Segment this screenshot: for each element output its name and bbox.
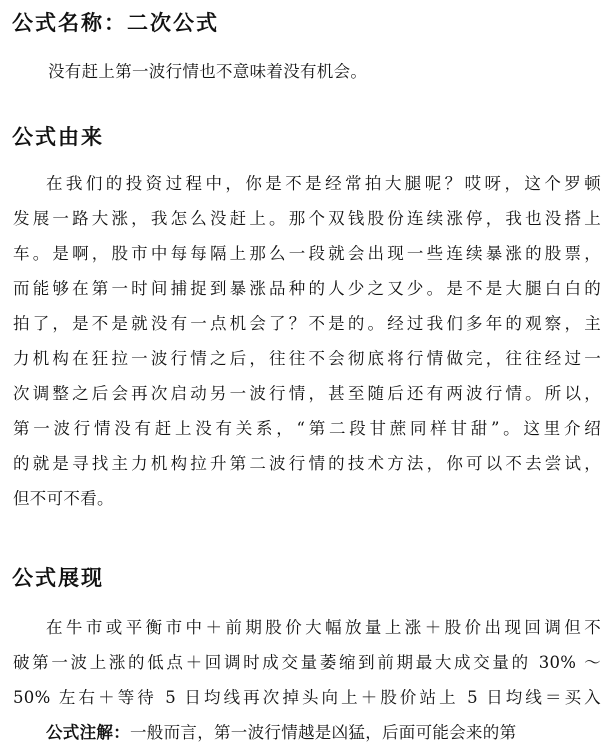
formula-display-heading: 公式展现 bbox=[12, 566, 104, 590]
origin-line: 第一波行情没有赶上没有关系，“第二段甘蔗同样甘甜”。这里介绍 bbox=[13, 419, 601, 438]
origin-line: 力机构在狂拉一波行情之后，往往不会彻底将行情做完，往往经过一 bbox=[13, 349, 601, 368]
formula-name-heading: 公式名称：二次公式 bbox=[12, 11, 219, 35]
display-line: 在牛市或平衡市中＋前期股价大幅放量上涨＋股价出现回调但不 bbox=[46, 618, 601, 637]
origin-line: 拍了，是不是就没有一点机会了？不是的。经过我们多年的观察，主 bbox=[13, 314, 601, 333]
origin-line: 但不可不看。 bbox=[13, 489, 114, 508]
origin-line: 的就是寻找主力机构拉升第二波行情的技术方法，你可以不去尝试， bbox=[13, 454, 601, 473]
formula-note-text: 一般而言，第一波行情越是凶猛，后面可能会来的第 bbox=[130, 723, 517, 742]
origin-line: 次调整之后会再次启动另一波行情，甚至随后还有两波行情。所以， bbox=[13, 384, 601, 403]
origin-line: 车。是啊，股市中每每隔上那么一段就会出现一些连续暴涨的股票， bbox=[13, 244, 601, 263]
origin-line: 而能够在第一时间捕捉到暴涨品种的人少之又少。是不是大腿白白的 bbox=[13, 279, 601, 298]
formula-name-subtitle: 没有赶上第一波行情也不意味着没有机会。 bbox=[48, 62, 368, 81]
origin-line: 发展一路大涨，我怎么没赶上。那个双钱股份连续涨停，我也没搭上 bbox=[13, 209, 601, 228]
origin-line: 在我们的投资过程中，你是不是经常拍大腿呢？哎呀，这个罗顿 bbox=[46, 174, 601, 193]
formula-origin-heading: 公式由来 bbox=[12, 125, 104, 149]
formula-note-label: 公式注解： bbox=[46, 723, 130, 742]
display-line: 50% 左右＋等待 5 日均线再次掉头向上＋股价站上 5 日均线＝买入 bbox=[13, 688, 601, 707]
display-line: 破第一波上涨的低点＋回调时成交量萎缩到前期最大成交量的 30% ～ bbox=[13, 653, 601, 672]
formula-note bbox=[46, 722, 516, 744]
